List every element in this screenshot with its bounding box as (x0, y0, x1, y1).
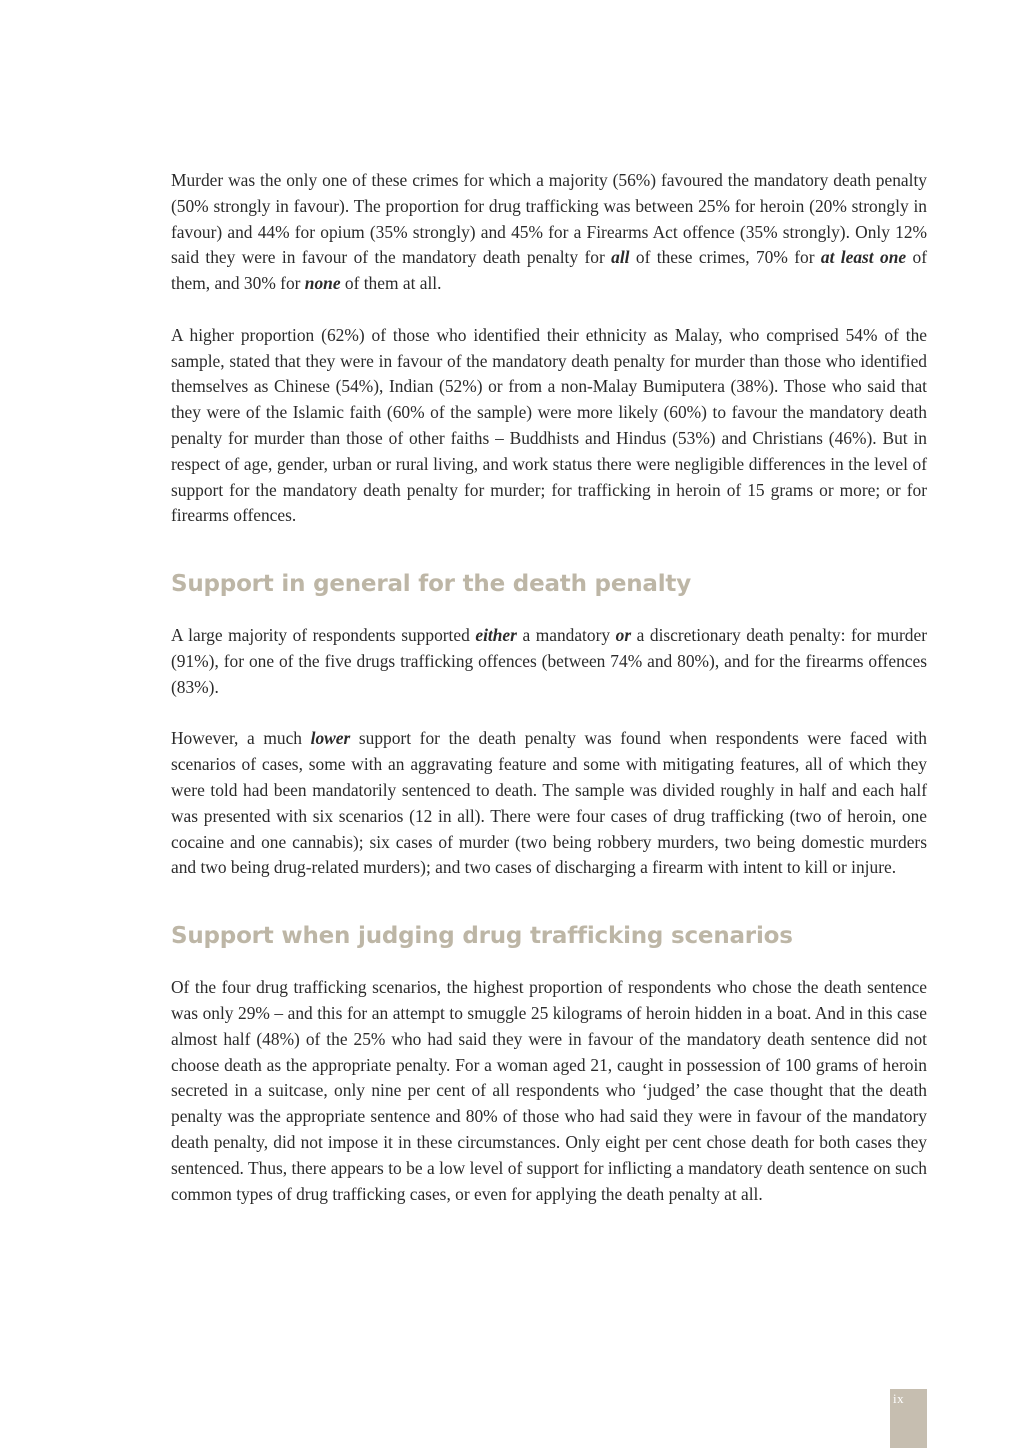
page-number: ix (893, 1391, 905, 1406)
p1-text-1: Murder was the only one of these crimes for which a majority (56%) favoured the mandatory death penalty (50% strongly in favour). The proportion for drug trafficking was between 25% for heroin (20% strongly in favour) and 44% for opium (35% strongly) and 45% for a Firearms Act offence (35% strongly). Only 12% said they were in favour of the mandatory death penalty for (171, 170, 927, 268)
p1-text-2: of these crimes, 70% for (629, 247, 821, 268)
emphasis-or: or (615, 625, 632, 646)
emphasis-at-least-one: at least one (820, 247, 907, 268)
emphasis-lower: lower (310, 728, 351, 749)
p3-text-2: a mandatory (516, 625, 616, 646)
p4-text-2: support for the death penalty was found when respondents were faced with scenarios of cases, some with an aggravating feature and some with mitigating features, all of which they were told had been mandatorily sentenced to death. The sample was divided roughly in half and each half was presented with six scenarios (12 in all). There were four cases of drug trafficking (two of heroin, one cocaine and one cannabis); six cases of murder (two being robbery murders, two being domestic murders and two being drug-related murders); and two cases of discharging a firearm with intent to kill or injure. (171, 728, 927, 878)
page-content (171, 168, 927, 1207)
p4-text-1: However, a much (171, 728, 311, 749)
paragraph-lower-support (171, 726, 927, 881)
p1-text-4: of them at all. (340, 273, 442, 294)
emphasis-none: none (304, 273, 341, 294)
p3-text-1: A large majority of respondents supported (171, 625, 476, 646)
emphasis-either: either (475, 625, 517, 646)
paragraph-ethnicity-faith: A higher proportion (62%) of those who identified their ethnicity as Malay, who comprised 54% of the sample, stated that they were in favour of the mandatory death penalty for murder than those who identified themselves as Chinese (54%), Indian (52%) or from a non-Malay Bumiputera (38%). Those who said that they were of the Islamic faith (60% of the sample) were more likely (60%) to favour the mandatory death penalty for murder than those of other faiths – Buddhists and Hindus (53%) and Christians (46%). But in respect of age, gender, urban or rural living, and work status there were negligible differences in the level of support for the mandatory death penalty for murder; for trafficking in heroin of 15 grams or more; or for firearms offences. (171, 324, 927, 526)
p1-text-3: of them, and 30% for (171, 247, 927, 294)
paragraph-drug-scenarios: Of the four drug trafficking scenarios, the highest proportion of respondents who chose the death sentence was only 29% – and this for an attempt to smuggle 25 kilograms of heroin hidden in a boat. And in this case almost half (48%) of the 25% who had said they were in favour of the mandatory death sentence did not choose death as the appropriate penalty. For a woman aged 21, caught in possession of 100 grams of heroin secreted in a suitcase, only nine per cent of all respondents who ‘judged’ the case thought that the death penalty was the appropriate sentence and 80% of those who had said they were in favour of the mandatory death penalty, did not impose it in these circumstances. Only eight per cent chose death for both cases they sentenced. Thus, there appears to be a low level of support for inflicting a mandatory death sentence on such common types of drug trafficking cases, or even for applying the death penalty at all. (171, 977, 927, 1204)
section-heading-general-support: Support in general for the death penalty (171, 571, 691, 598)
emphasis-all: all (611, 247, 630, 268)
p3-text-3: a discretionary death penalty: for murder (91%), for one of the five drugs trafficking offences (between 74% and 80%), and for the firearms offences (83%). (171, 625, 928, 697)
paragraph-mandatory-support (171, 168, 927, 297)
section-heading-drug-trafficking-scenarios: Support when judging drug trafficking scenarios (171, 923, 793, 950)
paragraph-large-majority (171, 623, 927, 700)
